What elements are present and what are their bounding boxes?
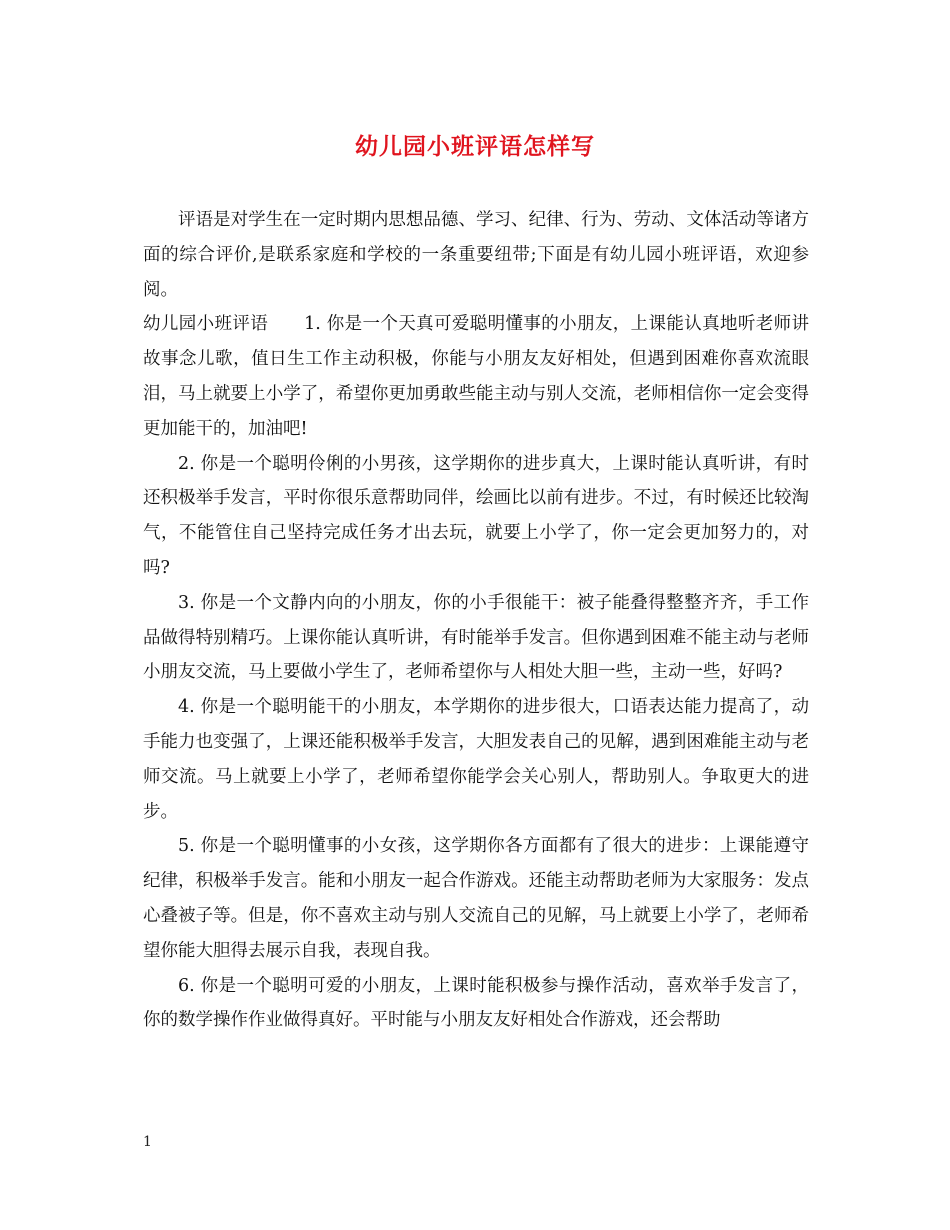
document-body bbox=[143, 203, 809, 1038]
item-text-1: 1. 你是一个天真可爱聪明懂事的小朋友，上课能认真地听老师讲故事念儿歌，值日生工作主动积极，你能与小朋友友好相处，但遇到困难你喜欢流眼泪，马上就要上小学了，希望你更加勇敢些能主动与别人交流，老师相信你一定会变得更加能干的，加油吧! bbox=[143, 314, 809, 439]
intro-paragraph: 评语是对学生在一定时期内思想品德、学习、纪律、行为、劳动、文体活动等诸方面的综合评价,是联系家庭和学校的一条重要纽带;下面是有幼儿园小班评语，欢迎参阅。 bbox=[143, 210, 809, 300]
paragraph-item-5: 5. 你是一个聪明懂事的小女孩，这学期你各方面都有了很大的进步：上课能遵守纪律，积极举手发言。能和小朋友一起合作游戏。还能主动帮助老师为大家服务：发点心叠被子等。但是，你不喜欢主动与别人交流自己的见解，马上就要上小学了，老师希望你能大胆得去展示自我，表现自我。 bbox=[143, 836, 809, 961]
section-label: 幼儿园小班评语 bbox=[143, 314, 269, 335]
page-number: 1 bbox=[143, 1134, 152, 1150]
paragraph-item-1 bbox=[143, 307, 809, 446]
paragraph-item-2: 2. 你是一个聪明伶俐的小男孩，这学期你的进步真大，上课时能认真听讲，有时还积极举手发言，平时你很乐意帮助同伴，绘画比以前有进步。不过，有时候还比较淘气，不能管住自己坚持完成任务才出去玩，就要上小学了，你一定会更加努力的，对吗? bbox=[143, 453, 809, 578]
document-title: 幼儿园小班评语怎样写 bbox=[355, 133, 595, 160]
paragraph-item-6: 6. 你是一个聪明可爱的小朋友，上课时能积极参与操作活动，喜欢举手发言了，你的数学操作作业做得真好。平时能与小朋友友好相处合作游戏，还会帮助 bbox=[143, 975, 809, 1031]
paragraph-item-3: 3. 你是一个文静内向的小朋友，你的小手很能干：被子能叠得整整齐齐，手工作品做得特别精巧。上课你能认真听讲，有时能举手发言。但你遇到困难不能主动与老师小朋友交流，马上要做小学生了，老师希望你与人相处大胆一些，主动一些，好吗? bbox=[143, 592, 809, 683]
paragraph-item-4: 4. 你是一个聪明能干的小朋友，本学期你的进步很大，口语表达能力提高了，动手能力也变强了，上课还能积极举手发言，大胆发表自己的见解，遇到困难能主动与老师交流。马上就要上小学了，老师希望你能学会关心别人，帮助别人。争取更大的进步。 bbox=[143, 697, 809, 822]
